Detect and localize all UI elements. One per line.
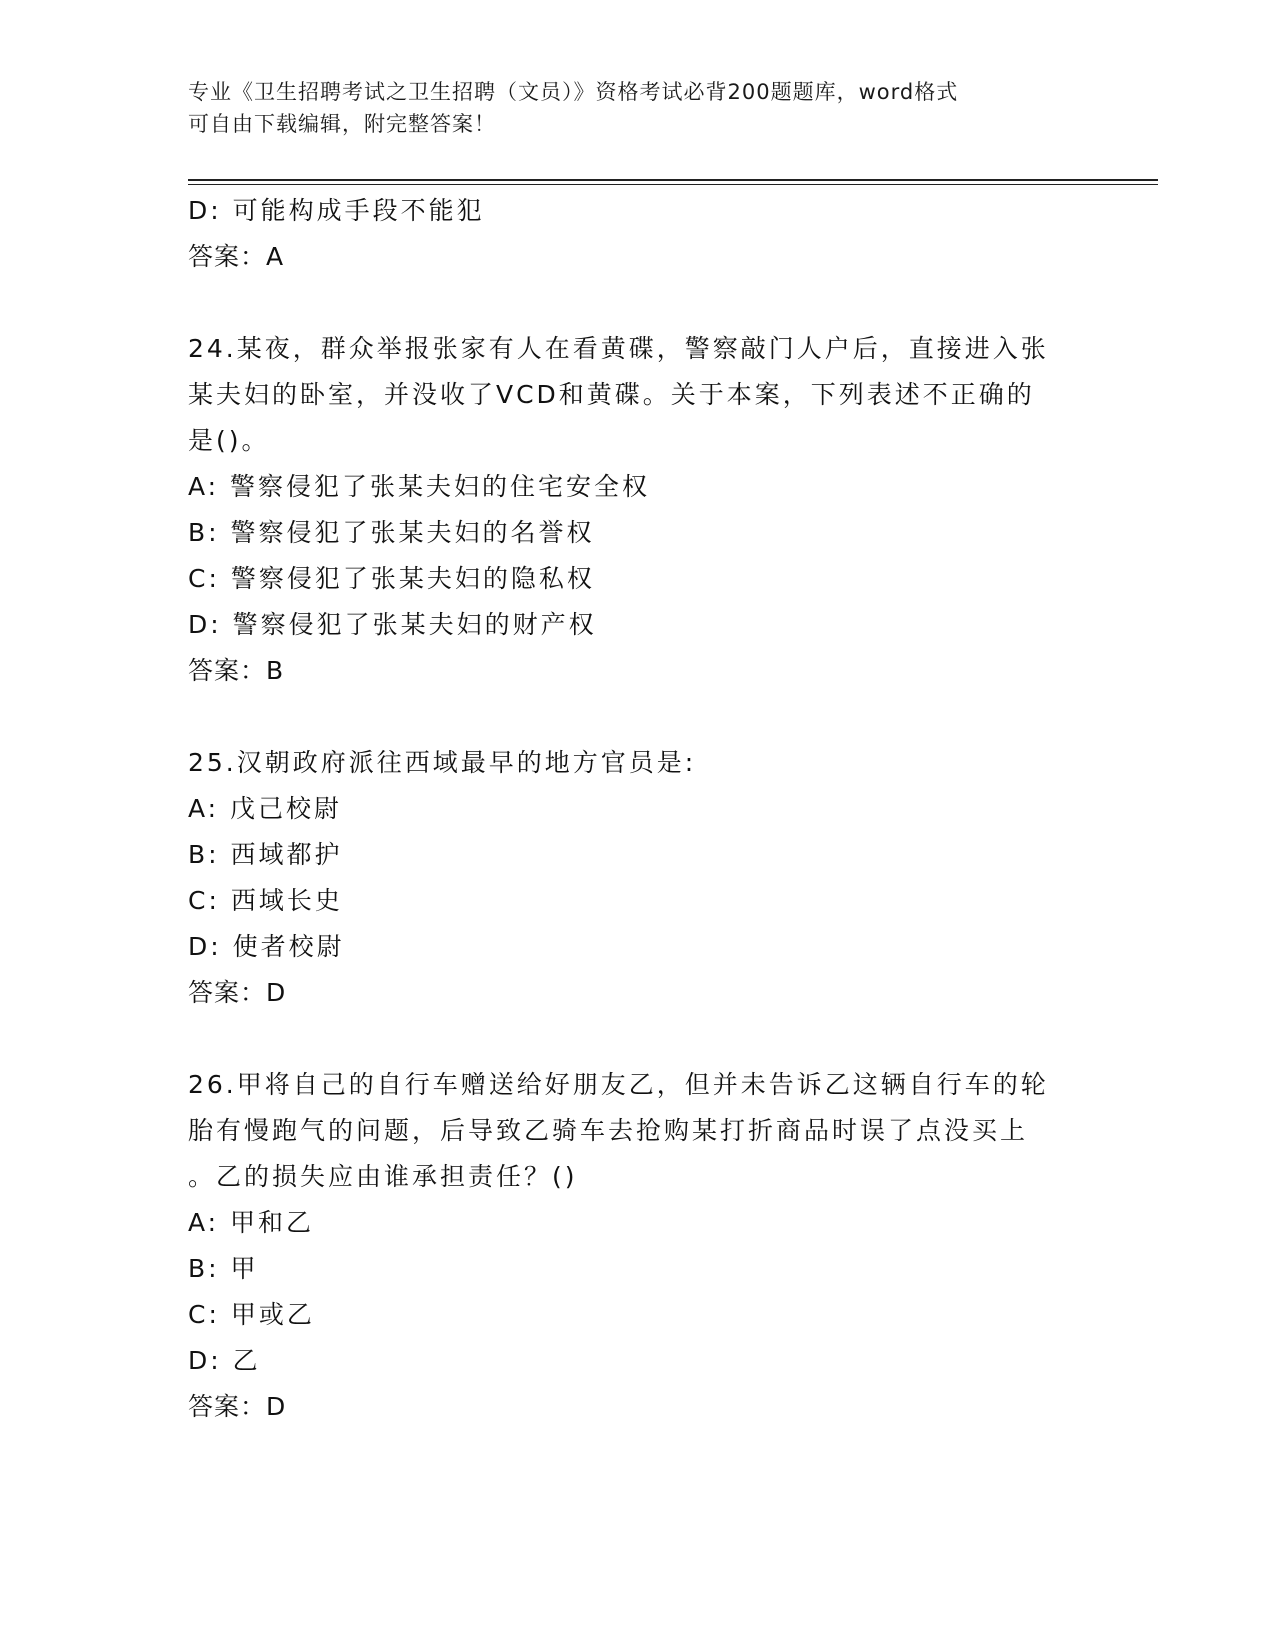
question-stem: 。乙的损失应由谁承担责任？() [188, 1162, 578, 1191]
answer-line: 答案：D [188, 978, 287, 1007]
option-b: B: 警察侵犯了张某夫妇的名誉权 [188, 518, 595, 547]
option-d: D: 乙 [188, 1346, 261, 1375]
header-divider-thick [188, 179, 1158, 181]
answer-line: 答案：D [188, 1392, 287, 1421]
option-c: C: 甲或乙 [188, 1300, 315, 1329]
page-header [188, 76, 1068, 140]
spacer [188, 694, 1088, 740]
option-d: D: 可能构成手段不能犯 [188, 196, 485, 225]
option-a: A: 戊己校尉 [188, 794, 343, 823]
header-divider-thin [188, 184, 1158, 185]
question-stem: 胎有慢跑气的问题，后导致乙骑车去抢购某打折商品时误了点没买上 [188, 1116, 1029, 1145]
option-c: C: 警察侵犯了张某夫妇的隐私权 [188, 564, 595, 593]
question-list [188, 188, 1088, 1430]
question-stem: 25.汉朝政府派往西域最早的地方官员是: [188, 748, 697, 777]
answer-line: 答案：A [188, 242, 285, 271]
header-title-line-1: 专业《卫生招聘考试之卫生招聘（文员）》资格考试必背200题题库，word格式 [188, 80, 959, 104]
option-b: B: 西域都护 [188, 840, 343, 869]
answer-line: 答案：B [188, 656, 285, 685]
question-stem: 是()。 [188, 426, 270, 455]
question-25 [188, 740, 1088, 1016]
spacer [188, 1016, 1088, 1062]
option-d: D: 使者校尉 [188, 932, 345, 961]
spacer [188, 280, 1088, 326]
header-title-line-2: 可自由下载编辑，附完整答案！ [188, 112, 496, 136]
option-d: D: 警察侵犯了张某夫妇的财产权 [188, 610, 597, 639]
option-a: A: 警察侵犯了张某夫妇的住宅安全权 [188, 472, 651, 501]
question-stem: 24.某夜，群众举报张家有人在看黄碟，警察敲门人户后，直接进入张 [188, 334, 1049, 363]
option-b: B: 甲 [188, 1254, 259, 1283]
question-stem: 26.甲将自己的自行车赠送给好朋友乙，但并未告诉乙这辆自行车的轮 [188, 1070, 1049, 1099]
option-c: C: 西域长史 [188, 886, 343, 915]
question-24 [188, 326, 1088, 694]
question-stem: 某夫妇的卧室，并没收了VCD和黄碟。关于本案，下列表述不正确的 [188, 380, 1035, 409]
option-a: A: 甲和乙 [188, 1208, 315, 1237]
question-26 [188, 1062, 1088, 1430]
